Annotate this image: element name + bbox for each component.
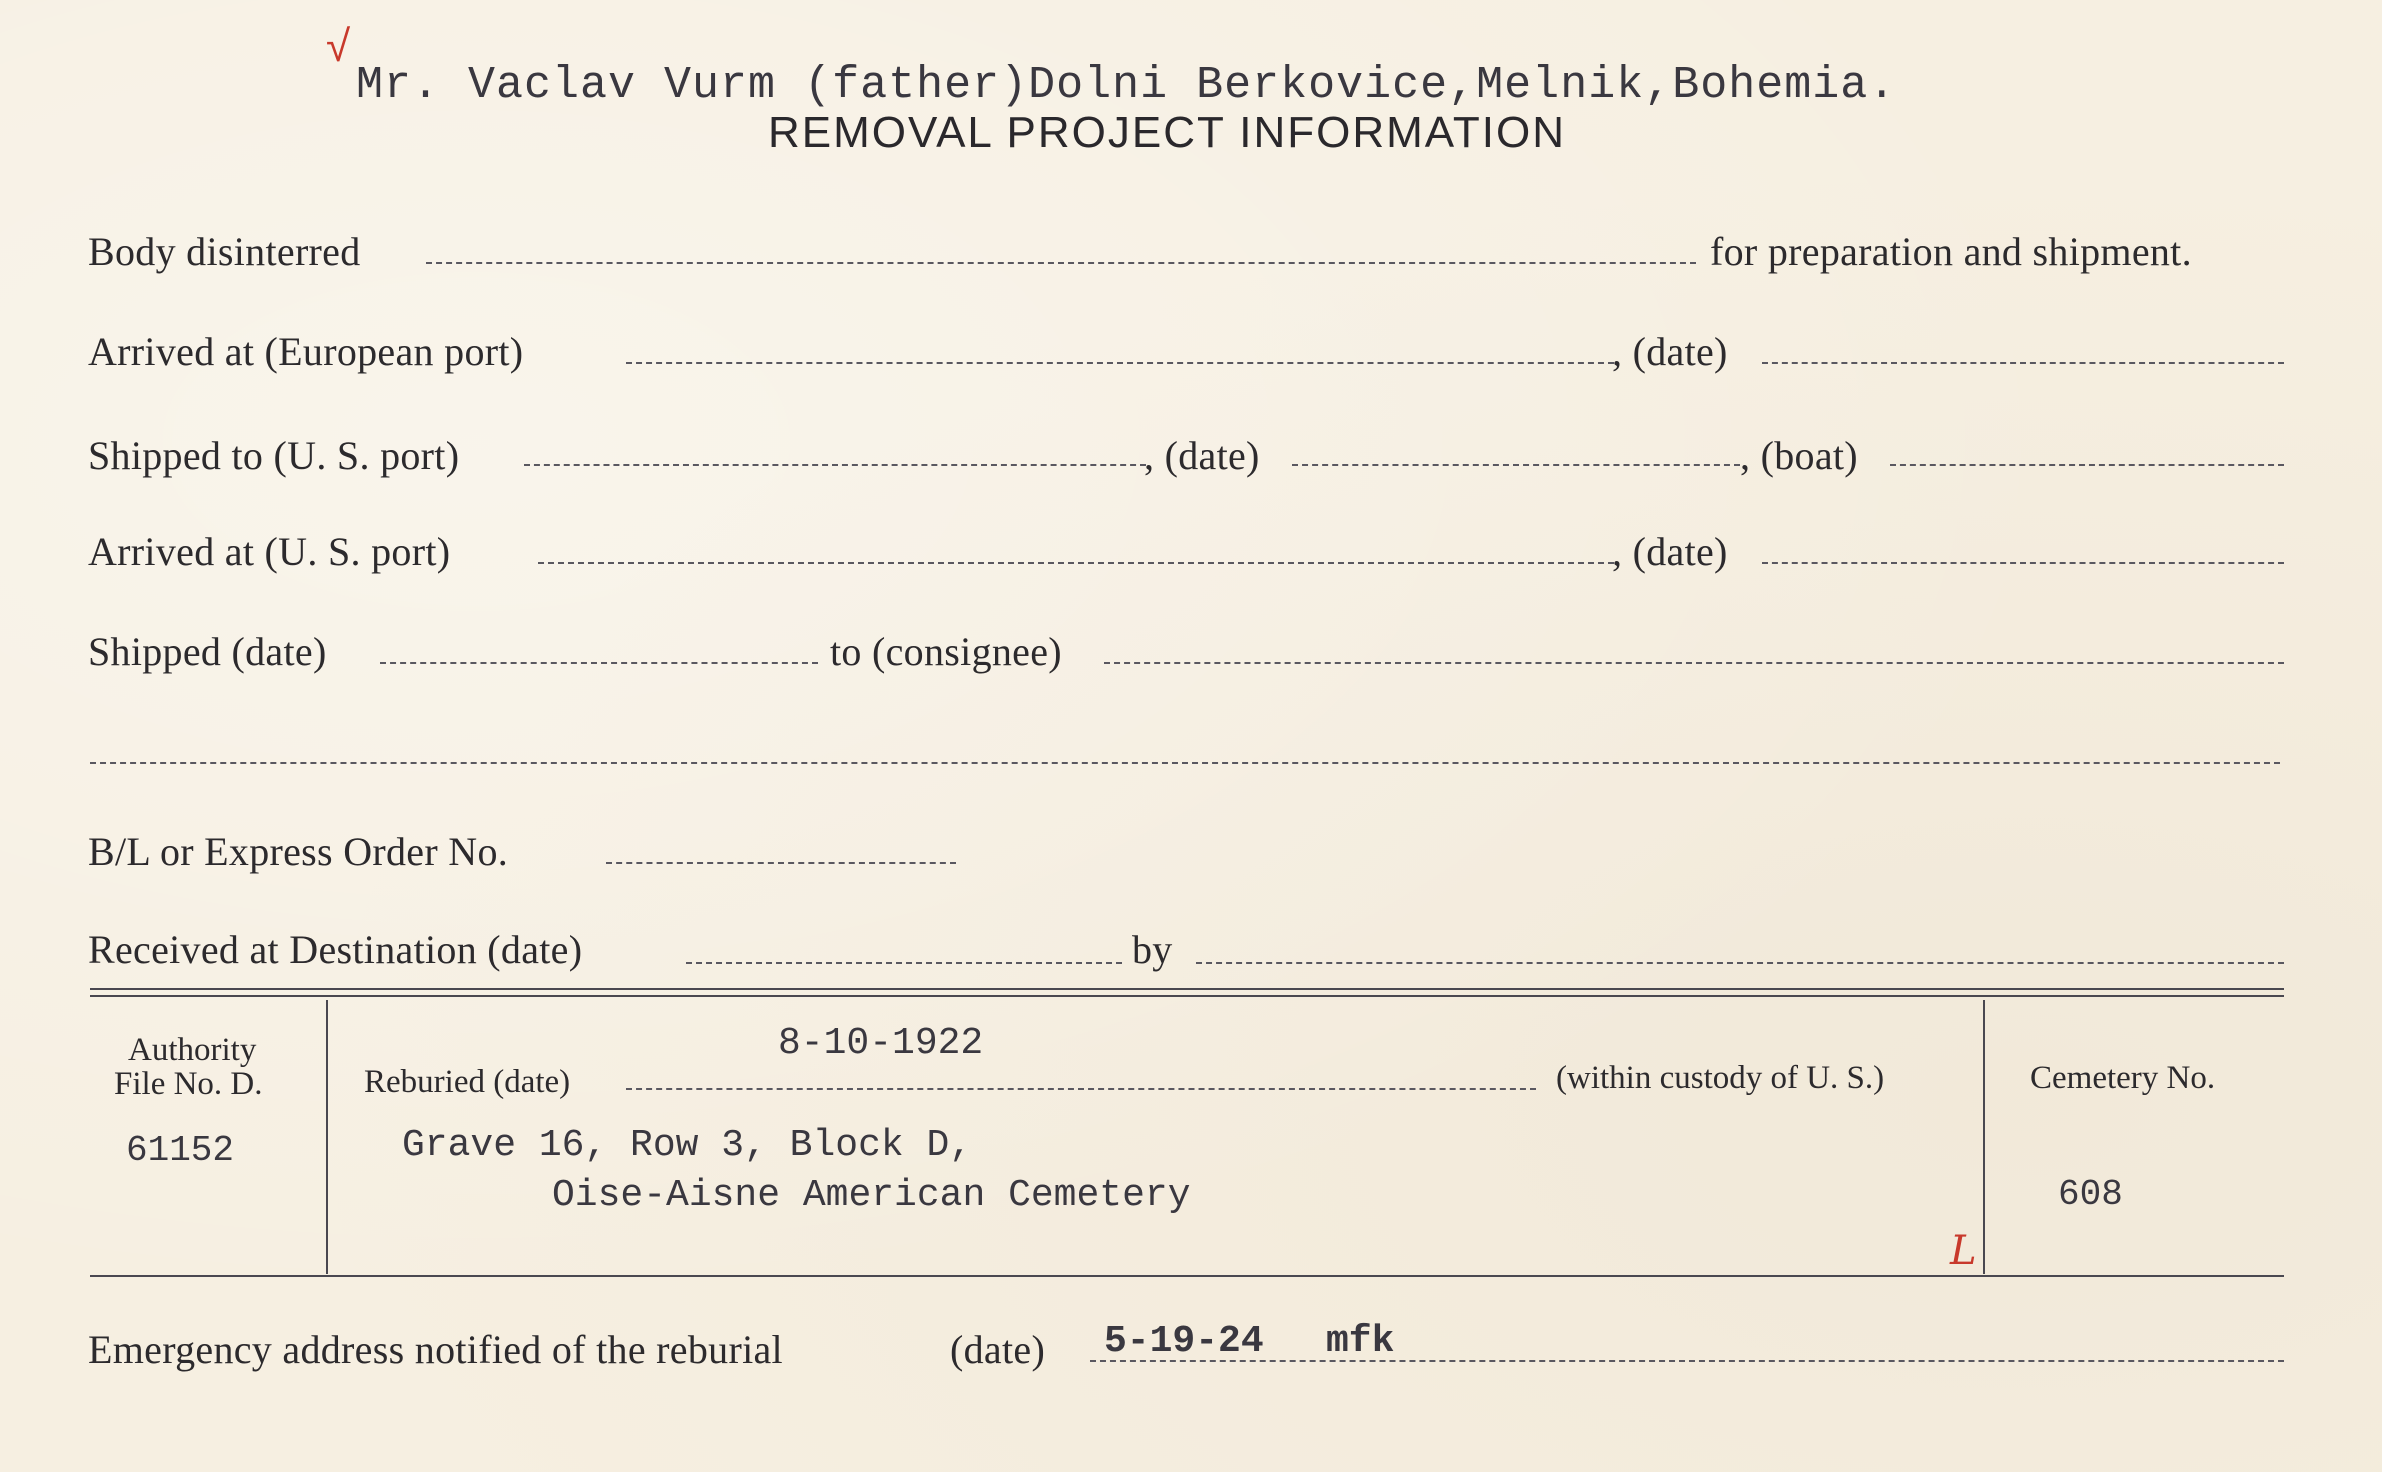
shipped-date-label: Shipped (date) [88,629,327,674]
reviewer-initial-mark: L [1950,1228,1977,1274]
received-by-field[interactable] [1196,962,2284,964]
cemetery-number: 608 [2058,1174,2123,1215]
clerk-initials: mfk [1326,1320,1395,1363]
consignee-continuation-field[interactable] [90,762,2280,764]
shipped-date-value-field[interactable] [380,662,818,664]
reburied-date: 8-10-1922 [778,1022,984,1065]
table-divider-right [1983,1000,1985,1274]
emergency-address-label: Emergency address notified of the reburial [88,1327,783,1372]
bl-order-field[interactable] [606,862,956,864]
form-title: REMOVAL PROJECT INFORMATION [768,108,1566,157]
file-no-label: File No. D. [114,1066,263,1102]
shipped-to-us-port-label: Shipped to (U. S. port) [88,433,460,478]
body-disinterred-label: Body disinterred [88,229,361,274]
received-destination-label: Received at Destination (date) [88,927,583,972]
boat-label: , (boat) [1740,433,1858,478]
table-divider-left [326,1000,328,1274]
reburied-date-field[interactable] [626,1088,1536,1090]
boat-field[interactable] [1890,464,2284,466]
to-consignee-label: to (consignee) [830,629,1062,674]
grave-location-line-1: Grave 16, Row 3, Block D, [402,1124,973,1167]
footer-date-label: (date) [950,1327,1046,1372]
grave-location-line-2: Oise-Aisne American Cemetery [552,1174,1191,1217]
table-top-rule-1 [90,988,2284,990]
reburied-label: Reburied (date) [364,1064,571,1100]
arrived-us-date-field[interactable] [1762,562,2284,564]
arrived-us-port-field[interactable] [538,562,1614,564]
date-label-2: , (date) [1144,433,1260,478]
for-preparation-label: for preparation and shipment. [1710,229,2192,274]
notified-date: 5-19-24 [1104,1320,1264,1363]
consignee-field[interactable] [1104,662,2284,664]
custody-label: (within custody of U. S.) [1556,1060,1885,1096]
check-mark-icon: √ [326,22,351,71]
arrived-european-port-label: Arrived at (European port) [88,329,524,374]
table-top-rule-2 [90,995,2284,997]
decedent-name-line: Mr. Vaclav Vurm (father)Dolni Berkovice,Melnik,Bohemia. [356,60,1897,111]
authority-file-number: 61152 [126,1130,235,1171]
emergency-date-field[interactable] [1090,1360,2284,1362]
body-disinterred-field[interactable] [426,262,1696,264]
european-date-field[interactable] [1762,362,2284,364]
us-port-field[interactable] [524,464,1146,466]
date-label-3: , (date) [1612,529,1728,574]
bl-order-label: B/L or Express Order No. [88,829,509,874]
european-port-field[interactable] [626,362,1614,364]
by-label: by [1132,927,1173,972]
arrived-us-port-label: Arrived at (U. S. port) [88,529,451,574]
date-label-1: , (date) [1612,329,1728,374]
cemetery-no-label: Cemetery No. [2030,1060,2216,1096]
authority-label: Authority [128,1032,257,1068]
shipped-date-field[interactable] [1292,464,1740,466]
received-date-field[interactable] [686,962,1122,964]
table-bottom-rule [90,1275,2284,1277]
